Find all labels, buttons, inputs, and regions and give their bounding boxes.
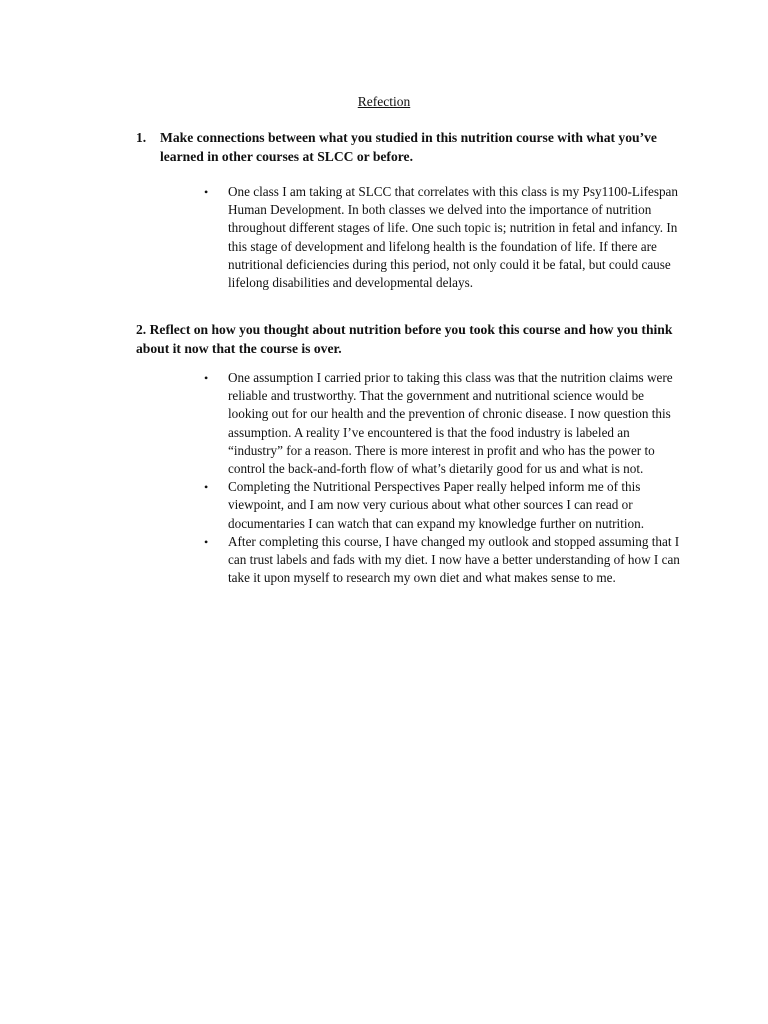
- answer-2-list: [204, 369, 680, 587]
- answer-2-bullet-2: Completing the Nutritional Perspectives Paper really helped inform me of this viewpoint, and I am now very curious about what other sources I can read or documentaries I can watch that can expand my knowledge further on nutrition.: [228, 479, 644, 531]
- bullet-icon: •: [204, 480, 209, 495]
- bullet-icon: •: [204, 534, 209, 549]
- answer-2-bullet-1: One assumption I carried prior to taking this class was that the nutrition claims were reliable and trustworthy. That the government and nutritional science would be looking out for our health and the prevention of chronic disease. I now question this assumption. A reality I’ve encountered is that the food industry is labeled an “industry” for a reason. There is more interest in profit and who has the power to control the back-and-forth flow of what’s dietarily good for us and what is not.: [228, 370, 673, 477]
- question-2: 2. Reflect on how you thought about nutrition before you took this course and how you think about it now that the course is over.: [136, 322, 673, 356]
- question-1-text: Make connections between what you studied in this nutrition course with what you’ve learned in other courses at SLCC or before.: [160, 130, 657, 164]
- list-item: [204, 183, 680, 292]
- bullet-icon: •: [204, 185, 209, 199]
- answer-1-list: [204, 183, 680, 292]
- bullet-icon: •: [204, 371, 209, 385]
- question-1: [136, 128, 696, 166]
- list-item: [204, 369, 680, 478]
- answer-2-bullet-3: After completing this course, I have changed my outlook and stopped assuming that I can trust labels and fads with my diet. I now have a better understanding of how I can take it upon myself to research my own diet and what makes sense to me.: [228, 533, 680, 586]
- list-item: [204, 478, 680, 533]
- list-item: [204, 533, 680, 588]
- question-1-number: 1.: [136, 130, 147, 145]
- answer-1-bullet-1: One class I am taking at SLCC that correlates with this class is my Psy1100-Lifespan Human Development. In both classes we delved into the importance of nutrition throughout different stages of life. One such topic is; nutrition in fetal and infancy. In this stage of development and lifelong health is the foundation of life. If there are nutritional deficiencies during this period, not only could it be fatal, but could cause lifelong disabilities and developmental delays.: [228, 184, 679, 291]
- document-title: Refection: [357, 94, 411, 109]
